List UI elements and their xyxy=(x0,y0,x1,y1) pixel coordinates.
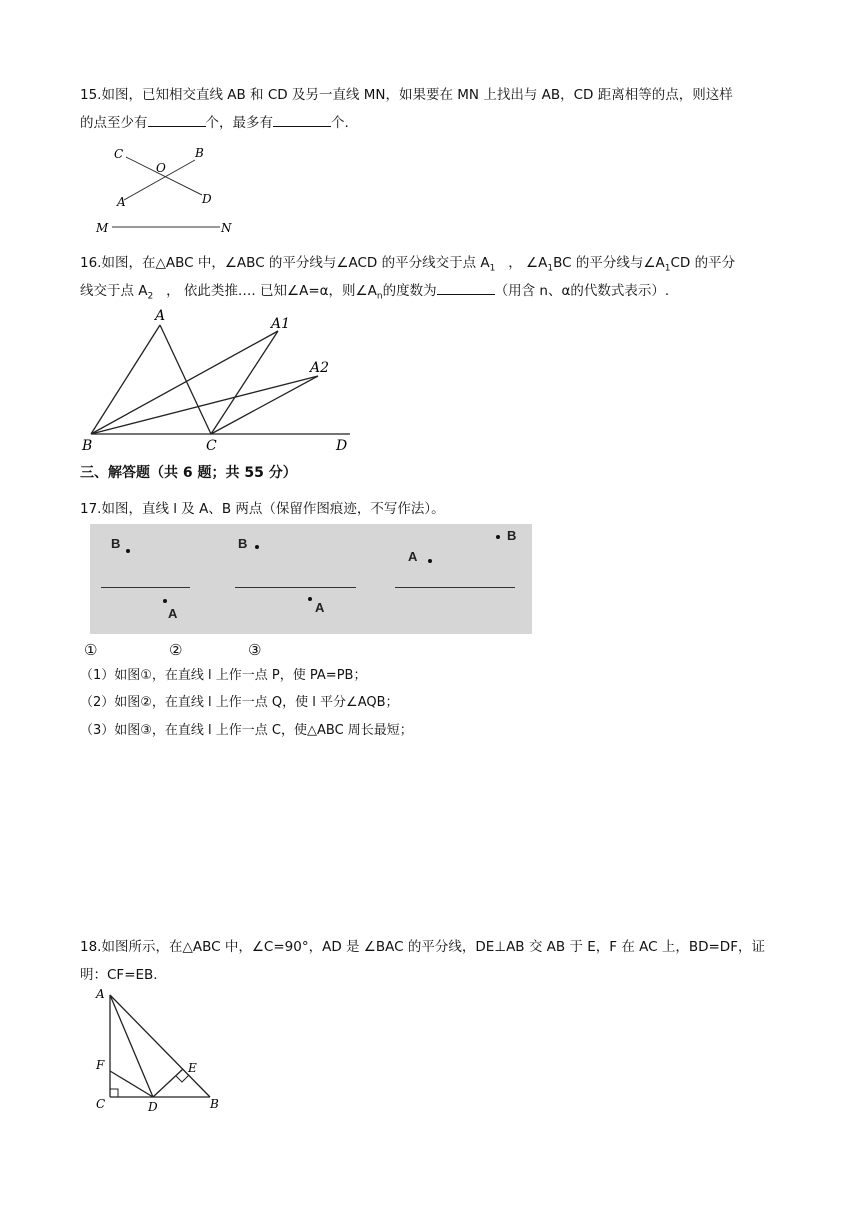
q18-line1: 18.如图所示，在△ABC 中，∠C=90°，AD 是 ∠BAC 的平分线，DE⊥AB 交 AB 于 E，F 在 AC 上，BD=DF，证 xyxy=(80,939,765,955)
label-A: A xyxy=(96,987,105,1001)
panel3-label-B: B xyxy=(507,528,517,543)
q15-blank-max[interactable] xyxy=(273,112,331,127)
right-angle-E xyxy=(176,1075,189,1082)
q15-text-b: 个，最多有 xyxy=(205,115,273,131)
panel2-point-A xyxy=(308,597,312,601)
q15-text-a: 的点至少有 xyxy=(80,115,148,131)
label-D: D xyxy=(202,192,212,206)
panel1-point-A xyxy=(163,599,167,603)
q15-line2 xyxy=(80,110,780,137)
label-A: A xyxy=(117,195,126,209)
q15-figure xyxy=(90,140,250,240)
q16-s5: n xyxy=(376,291,383,302)
label-B: B xyxy=(195,146,204,160)
line-CA1 xyxy=(211,331,278,434)
right-angle-C xyxy=(110,1089,118,1097)
q16-s1: 1 xyxy=(489,263,496,274)
label-B: B xyxy=(210,1097,219,1111)
q16-t3: BC 的平分线与∠A xyxy=(553,255,665,271)
line-BA xyxy=(91,325,160,434)
figure-number-1: ① xyxy=(84,641,98,659)
line-DE xyxy=(153,1069,183,1097)
panel1-label-B: B xyxy=(111,536,121,551)
panel2-line-l xyxy=(235,587,356,588)
panel1-label-A: A xyxy=(168,606,178,621)
q16-figure xyxy=(78,300,368,458)
line-AD xyxy=(110,995,153,1097)
line-AB xyxy=(110,995,210,1097)
panel2-point-B xyxy=(255,545,259,549)
panel3-point-B xyxy=(496,535,500,539)
line-CA2 xyxy=(211,376,318,434)
label-B: B xyxy=(82,438,93,454)
label-C: C xyxy=(114,147,124,161)
q16-t5: 线交于点 A xyxy=(80,283,148,299)
q18-figure xyxy=(90,985,240,1115)
q15-line1: 15.如图，已知相交直线 AB 和 CD 及另一直线 MN，如果要在 MN 上找出与 AB，CD 距离相等的点，则这样 xyxy=(80,87,733,103)
q15-blank-min[interactable] xyxy=(148,112,206,127)
label-A1: A1 xyxy=(271,316,291,332)
label-D: D xyxy=(148,1100,158,1114)
panel1-line-l xyxy=(101,587,190,588)
label-N: N xyxy=(221,221,232,235)
label-O: O xyxy=(156,161,166,175)
q16-t8: （用含 n、α的代数式表示）. xyxy=(494,283,670,299)
q17-item-3: （3）如图③，在直线 l 上作一点 C，使△ABC 周长最短； xyxy=(80,723,413,738)
q16-s2: 1 xyxy=(547,263,554,274)
label-C: C xyxy=(206,438,217,454)
panel3-point-A xyxy=(428,559,432,563)
label-C: C xyxy=(96,1097,106,1111)
line-AC xyxy=(160,325,211,434)
q17-item-2: （2）如图②，在直线 l 上作一点 Q，使 l 平分∠AQB； xyxy=(80,695,399,710)
label-E: E xyxy=(188,1061,197,1075)
figure-number-3: ③ xyxy=(248,641,262,659)
q16-s4: 2 xyxy=(147,291,154,302)
panel2-label-A: A xyxy=(315,600,325,615)
q16-blank[interactable] xyxy=(437,280,495,295)
q17-figure-panel xyxy=(90,524,532,634)
label-F: F xyxy=(96,1058,105,1072)
label-D: D xyxy=(336,438,348,454)
panel3-label-A: A xyxy=(408,549,418,564)
label-A2: A2 xyxy=(310,360,330,376)
label-A: A xyxy=(155,308,166,324)
figure-number-2: ② xyxy=(169,641,183,659)
q16-t7: 的度数为 xyxy=(382,283,437,299)
q16-s3: 1 xyxy=(664,263,671,274)
line-FD xyxy=(110,1071,153,1097)
line-BA1 xyxy=(91,331,278,434)
label-M: M xyxy=(96,221,109,235)
q17-stem: 17.如图，直线 l 及 A、B 两点（保留作图痕迹，不写作法）。 xyxy=(80,501,445,517)
line-BA2 xyxy=(91,376,318,434)
q16-t6: ， 依此类推…. 已知∠A=α，则∠A xyxy=(166,283,377,299)
q18-line2: 明：CF=EB. xyxy=(80,967,158,983)
panel1-point-B xyxy=(126,549,130,553)
section-heading: 三、解答题（共 6 题；共 55 分） xyxy=(80,465,297,481)
q15-text-c: 个. xyxy=(331,115,349,131)
q16-t2: ， ∠A xyxy=(508,255,548,271)
q16-t1: 16.如图，在△ABC 中，∠ABC 的平分线与∠ACD 的平分线交于点 A xyxy=(80,255,490,271)
panel2-label-B: B xyxy=(238,536,248,551)
q17-item-1: （1）如图①，在直线 l 上作一点 P，使 PA=PB； xyxy=(80,668,367,683)
q16-t4: CD 的平分 xyxy=(670,255,736,271)
panel3-line-l xyxy=(395,587,515,588)
